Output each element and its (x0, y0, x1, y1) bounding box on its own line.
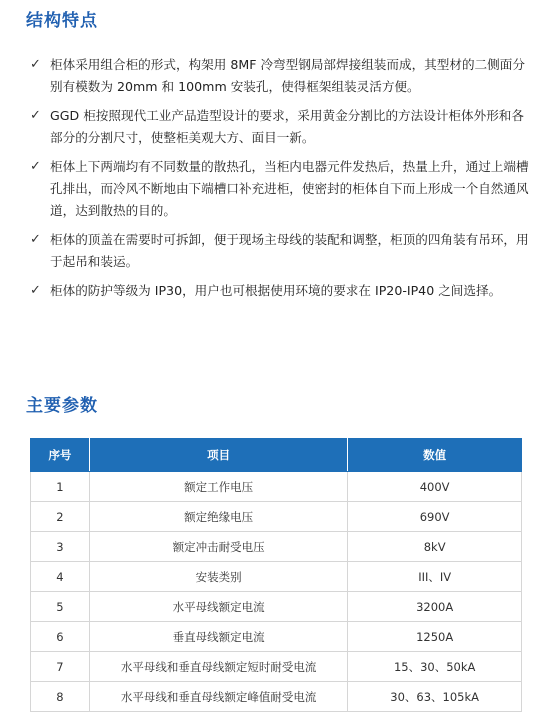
table-row (31, 472, 522, 502)
row-value: 15、30、50kA (348, 652, 522, 682)
row-value: 400V (348, 472, 522, 502)
table-row (31, 682, 522, 712)
row-index: 8 (31, 682, 90, 712)
check-icon: ✓ (30, 232, 41, 247)
row-item: 水平母线和垂直母线额定峰值耐受电流 (89, 682, 347, 712)
row-item: 水平母线和垂直母线额定短时耐受电流 (89, 652, 347, 682)
row-item: 安装类别 (89, 562, 347, 592)
row-item: 水平母线额定电流 (89, 592, 347, 622)
row-index: 1 (31, 472, 90, 502)
feature-list (30, 54, 530, 309)
feature-item (30, 156, 530, 222)
feature-text: 柜体采用组合柜的形式，构架用 8MF 冷弯型钢局部焊接组装而成，其型材的二侧面分别有模数为 20mm 和 100mm 安装孔，使得框架组装灵活方便。 (50, 57, 525, 94)
check-icon: ✓ (30, 283, 41, 298)
feature-text: GGD 柜按照现代工业产品造型设计的要求，采用黄金分割比的方法设计柜体外形和各部分的分割尺寸，使整柜美观大方、面目一新。 (50, 108, 524, 145)
column-header-value: 数值 (348, 439, 522, 472)
feature-item (30, 280, 530, 302)
row-item: 额定工作电压 (89, 472, 347, 502)
row-index: 2 (31, 502, 90, 532)
row-index: 4 (31, 562, 90, 592)
table-row (31, 562, 522, 592)
table-header-row (31, 439, 522, 472)
row-value: 690V (348, 502, 522, 532)
row-item: 垂直母线额定电流 (89, 622, 347, 652)
row-value: 8kV (348, 532, 522, 562)
table-row (31, 502, 522, 532)
row-value: 3200A (348, 592, 522, 622)
parameters-table (30, 438, 522, 712)
row-index: 7 (31, 652, 90, 682)
feature-item (30, 105, 530, 149)
row-value: III、IV (348, 562, 522, 592)
feature-text: 柜体的顶盖在需要时可拆卸，便于现场主母线的装配和调整，柜顶的四角装有吊环，用于起吊和装运。 (50, 232, 529, 269)
section-title-parameters: 主要参数 (26, 396, 98, 416)
table-row (31, 652, 522, 682)
feature-item (30, 229, 530, 273)
section-title-structure: 结构特点 (26, 11, 98, 31)
row-index: 6 (31, 622, 90, 652)
row-value: 1250A (348, 622, 522, 652)
column-header-item: 项目 (89, 439, 347, 472)
table-row (31, 532, 522, 562)
row-value: 30、63、105kA (348, 682, 522, 712)
check-icon: ✓ (30, 159, 41, 174)
table-row (31, 592, 522, 622)
row-index: 3 (31, 532, 90, 562)
check-icon: ✓ (30, 57, 41, 72)
feature-text: 柜体上下两端均有不同数量的散热孔，当柜内电器元件发热后，热量上升，通过上端槽孔排出，而冷风不断地由下端槽口补充进柜，使密封的柜体自下而上形成一个自然通风道，达到散热的目的。 (50, 159, 529, 218)
feature-item (30, 54, 530, 98)
row-item: 额定绝缘电压 (89, 502, 347, 532)
table-row (31, 622, 522, 652)
feature-text: 柜体的防护等级为 IP30，用户也可根据使用环境的要求在 IP20-IP40 之间选择。 (50, 283, 502, 298)
parameters-table-container (30, 438, 522, 712)
column-header-index: 序号 (31, 439, 90, 472)
row-index: 5 (31, 592, 90, 622)
row-item: 额定冲击耐受电压 (89, 532, 347, 562)
check-icon: ✓ (30, 108, 41, 123)
